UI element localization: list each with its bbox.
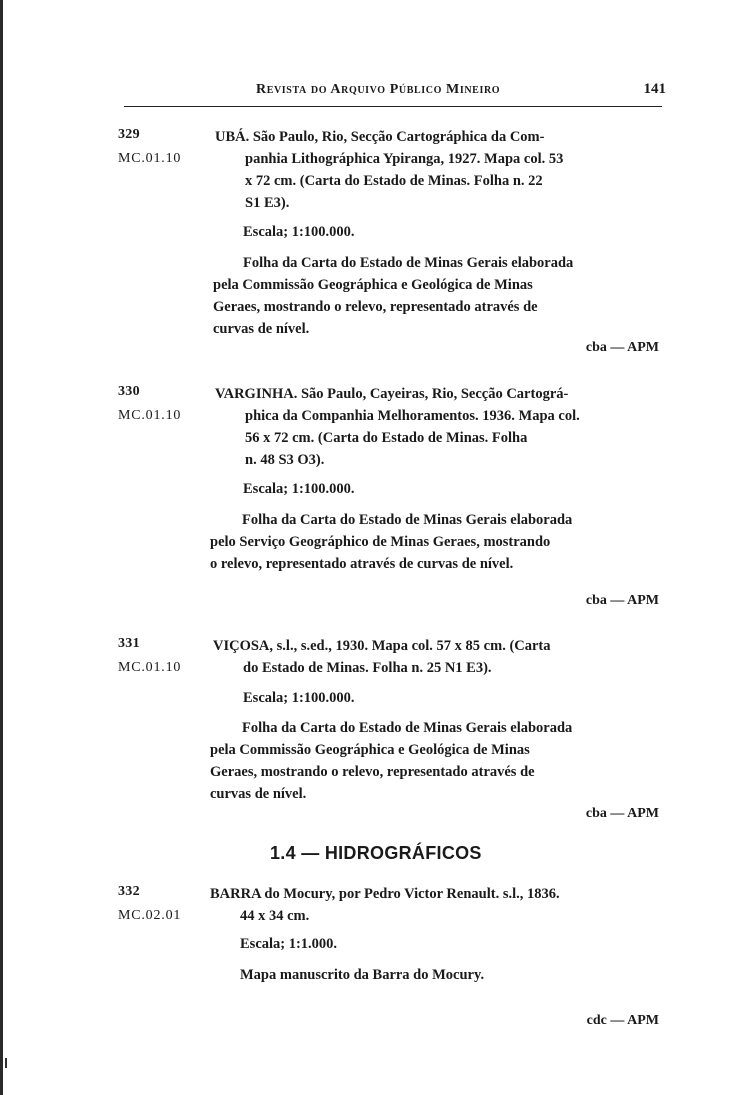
title-line: 56 x 72 cm. (Carta do Estado de Minas. Folha (245, 430, 528, 446)
entry-number: 330 (118, 384, 140, 399)
entry-scale: Escala; 1:100.000. (243, 481, 355, 497)
entry-number: 329 (118, 127, 140, 142)
entry-title-block (210, 883, 660, 927)
note-line: pela Commissão Geográphica e Geológica de Minas (213, 277, 533, 293)
entry-note (210, 509, 658, 575)
entry-source: cba — APM (585, 806, 659, 821)
entry-scale: Escala; 1:1.000. (240, 936, 338, 952)
header-rule (124, 106, 662, 107)
entry-note (213, 252, 658, 340)
entry-code: MC.01.10 (118, 408, 182, 423)
page-number: 141 (643, 81, 666, 97)
catalog-entry-332 (118, 884, 663, 1034)
title-line: x 72 cm. (Carta do Estado de Minas. Folha n. 22 (245, 173, 543, 189)
note-line: Folha da Carta do Estado de Minas Gerais elaborada (242, 512, 573, 528)
title-line: n. 48 S3 O3). (245, 452, 325, 468)
running-title: Revista do Arquivo Público Mineiro (256, 82, 501, 97)
note-line: pela Commissão Geográphica e Geológica de Minas (210, 742, 530, 758)
entry-title-block (215, 383, 660, 471)
title-line: S1 E3). (245, 195, 290, 211)
entry-scale: Escala; 1:100.000. (243, 690, 355, 706)
entry-source: cdc — APM (586, 1013, 659, 1028)
entry-code: MC.01.10 (118, 660, 182, 675)
catalog-entry-330 (118, 384, 663, 614)
catalog-entry-331 (118, 636, 663, 826)
note-line: curvas de nível. (210, 786, 307, 802)
page-binding-edge (0, 0, 3, 1095)
title-line: 44 x 34 cm. (240, 908, 310, 924)
entry-title-block (213, 635, 660, 679)
catalog-entry-329 (118, 127, 663, 362)
entry-note (210, 717, 658, 805)
entry-number: 331 (118, 636, 140, 651)
section-heading: 1.4 — HIDROGRÁFICOS (270, 843, 482, 863)
note-line: curvas de nível. (213, 321, 310, 337)
title-line: UBÁ. São Paulo, Rio, Secção Cartográphica da Com- (215, 129, 545, 145)
note-line: Folha da Carta do Estado de Minas Gerais elaborada (243, 255, 574, 271)
title-line: panhia Lithográphica Ypiranga, 1927. Mapa col. 53 (245, 151, 564, 167)
note-line: Mapa manuscrito da Barra do Mocury. (240, 967, 485, 983)
entry-source: cba — APM (585, 340, 659, 355)
note-line: pelo Serviço Geográphico de Minas Geraes, mostrando (210, 534, 551, 550)
page-header (0, 82, 752, 104)
title-line: VARGINHA. São Paulo, Cayeiras, Rio, Secção Cartográ- (215, 386, 569, 402)
note-line: o relevo, representado através de curvas de nível. (210, 556, 514, 572)
title-line: BARRA do Mocury, por Pedro Victor Renault. s.l., 1836. (210, 886, 560, 902)
entry-code: MC.01.10 (118, 151, 182, 166)
note-line: Geraes, mostrando o relevo, representado através de (213, 299, 538, 315)
entry-title-block (215, 126, 660, 214)
title-line: phica da Companhia Melhoramentos. 1936. Mapa col. (245, 408, 580, 424)
title-line: VIÇOSA, s.l., s.ed., 1930. Mapa col. 57 x 85 cm. (Carta (213, 638, 551, 654)
entry-number: 332 (118, 884, 140, 899)
entry-scale: Escala; 1:100.000. (243, 224, 355, 240)
entry-source: cba — APM (585, 593, 659, 608)
scan-mark (5, 1058, 7, 1068)
note-line: Geraes, mostrando o relevo, representado através de (210, 764, 535, 780)
entry-code: MC.02.01 (118, 908, 182, 923)
title-line: do Estado de Minas. Folha n. 25 N1 E3). (243, 660, 492, 676)
entry-note (240, 964, 660, 986)
note-line: Folha da Carta do Estado de Minas Gerais elaborada (242, 720, 573, 736)
